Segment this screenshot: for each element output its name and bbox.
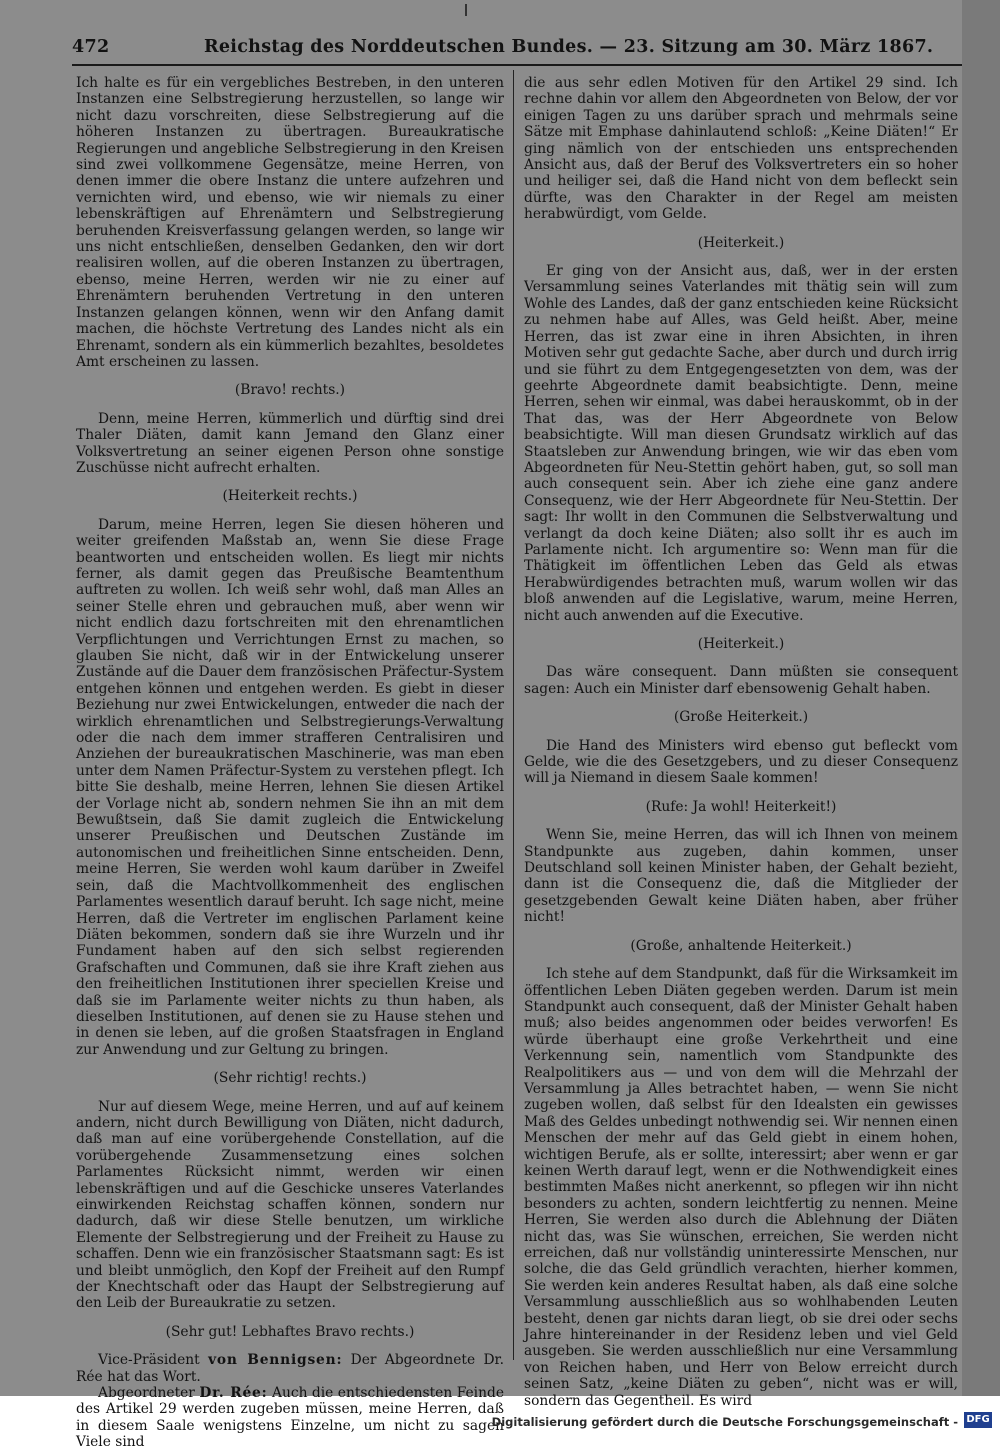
body-paragraph: Wenn Sie, meine Herren, das will ich Ihnen von meinem Standpunkte aus zugeben, dahin kommen, unser Deutschland soll keinen Minister haben, der Gehalt bezieht, dann ist die Consequenz die, daß die Mitglieder der gesetzgebenden Gewalt keine Diäten haben, aber früher nicht!: [524, 827, 958, 926]
speech-text: Der Abgeordnete Dr. Rée hat das Wort.: [76, 1352, 505, 1385]
scan-edge-shadow: [962, 0, 1000, 1396]
reaction-note: (Bravo! rechts.): [234, 382, 346, 399]
page-header: [72, 37, 980, 63]
reaction-note: (Rufe: Ja wohl! Heiterkeit!): [645, 798, 837, 815]
reaction-note: (Große, anhaltende Heiterkeit.): [630, 937, 852, 954]
dfg-logo: DFG: [964, 1412, 992, 1428]
speaker-title: Abgeordneter: [98, 1385, 200, 1402]
right-column: [524, 75, 958, 1409]
running-head: Reichstag des Norddeutschen Bundes. — 23. Sitzung am 30. März 1867.: [204, 37, 934, 57]
speech-text: Auch die entschiedensten Feinde des Artikel 29 werden zugeben müssen, meine Herren, daß in diesem Saale wenigstens Einzelne, um nicht zu sagen Viele sind: [76, 1385, 504, 1451]
header-rule: [72, 64, 978, 66]
body-paragraph: Darum, meine Herren, legen Sie diesen höheren und weiter greifenden Maßstab an, wenn Sie diese Frage beantworten und entscheiden wollen. Es liegt mir nichts ferner, als damit gegen das Preußische Beamtenthum auftreten zu wollen. Ich weiß sehr wohl, daß man Alles an seiner Stelle ehren und gebrauchen muß, aber wenn wir nicht endlich dazu fortschreiten mit den ehrenamtlichen Verpflichtungen und Verrichtungen Ernst zu machen, so glauben Sie nicht, daß wir in der Entwickelung unserer Zustände auf die Dauer dem französischen Präfectur-System entgehen können und entgehen werden. Es giebt in dieser Beziehung nur zwei Entwickelungen, entweder die nach der wirklich ehrenamtlichen und Selbstregierungs-Verwaltung oder die nach dem immer strafferen Centralisiren und Anziehen der bureaukratischen Maschinerie, was man eben unter dem Namen Präfectur-System zu verstehen pflegt. Ich bitte Sie deshalb, meine Herren, lehnen Sie diesen Artikel der Vorlage nicht ab, sondern nehmen Sie ihn an mit dem Bewußtsein, daß Sie damit zugleich die Entwickelung unserer Preußischen und Deutschen Zustände im autonomischen und freiheitlichen Sinne entscheiden. Denn, meine Herren, Sie werden wohl kaum darüber in Zweifel sein, daß die Machtvollkommenheit des englischen Parlamentes wesentlich darauf beruht. Ich sage nicht, meine Herren, daß die Vertreter im englischen Parlament keine Diäten bekommen, sondern daß sie ihre Wurzeln und ihr Fundament haben auf den sich selbst regierenden Grafschaften und Communen, daß sie ihre Kraft ziehen aus den freiheitlichen Institutionen ihrer speciellen Kreise und daß sie im Parlamente weiter nichts zu thun haben, als dieselben Institutionen, auf denen sie zu Hause stehen und in denen sie leben, auf die großen Staatsfragen in England zur Anwendung und zur Geltung zu bringen.: [76, 516, 504, 1058]
speaker-name: von Bennigsen:: [208, 1352, 343, 1369]
left-column: [76, 75, 504, 1451]
body-paragraph: Die Hand des Ministers wird ebenso gut befleckt vom Gelde, wie die des Gesetzgebers, und zu dieser Consequenz will ja Niemand in diesem Saale kommen!: [524, 737, 958, 787]
body-paragraph: Ich stehe auf dem Standpunkt, daß für die Wirksamkeit im öffentlichen Leben Diäten gegeben werden. Darum ist mein Standpunkt auch consequent, daß der Minister Gehalt haben muß; also beides angenommen oder beides verworfen! Es würde überhaupt eine große Verkehrtheit und eine Verkennung sein, namentlich vom Standpunkte des Realpolitikers aus — und von dem will die Mehrzahl der Versammlung ja Alles betrachtet haben, — wenn Sie nicht zugeben wollen, daß selbst für den Idealsten ein gewisses Maß des Geldes unbedingt nothwendig sei. Wir nennen einen Menschen der mehr auf das Geld giebt in einem hohen, wichtigen Berufe, als er sollte, interessirt; aber wenn er gar keinen Werth darauf legt, wenn er die Nothwendigkeit eines bestimmten Maßes nicht anerkennt, so pflegen wir ihn nicht besonders zu achten, sondern leichtfertig zu nennen. Meine Herren, Sie werden also durch die Ablehnung der Diäten nicht das, was Sie wünschen, erreichen, Sie werden nicht erreichen, daß nur vollständig uninteressirte Menschen, nur solche, die das Geld gründlich verachten, hierher kommen, Sie werden kein anderes Resultat haben, als daß eine solche Versammlung ausschließlich aus so wohlhabenden Leuten besteht, denen gar nichts daran liegt, ob sie drei oder sechs Jahre hintereinander in der Residenz leben und viel Geld ausgeben. Sie werden ausschließlich nur eine Versammlung von Reichen haben, und Herr von Below erreicht durch seinen Satz, „keine Diäten zu geben“, nicht was er will, sondern das Gegentheil. Es wird: [524, 966, 958, 1409]
page-number: 472: [72, 37, 110, 57]
digitization-credit: Digitalisierung gefördert durch die Deutsche Forschungsgemeinschaft -: [491, 1415, 958, 1429]
margin-mark: [465, 4, 467, 16]
reaction-note: (Sehr richtig! rechts.): [213, 1070, 367, 1087]
column-divider: [513, 70, 514, 1360]
body-paragraph: Das wäre consequent. Dann müßten sie consequent sagen: Auch ein Minister darf ebensowenig Gehalt haben.: [524, 664, 958, 697]
body-paragraph: Er ging von der Ansicht aus, daß, wer in der ersten Versammlung seines Vaterlandes mit thätig sein will zum Wohle des Landes, daß der ganz entschieden keine Rücksicht zu nehmen habe auf Alles, was Geld heißt. Aber, meine Herren, das ist zwar eine in ihren Absichten, in ihren Motiven sehr gut gedachte Sache, aber durch und durch irrig und sie führt zu dem Entgegengesetzten von dem, was der geehrte Abgeordnete damit beabsichtigte. Denn, meine Herren, sehen wir einmal, was dabei herauskommt, ob in der That das, was der Herr Abgeordnete von Below beabsichtigte. Will man diesen Grundsatz wirklich auf das Staatsleben zur Anwendung bringen, wie wir das eben vom Abgeordneten für Neu-Stettin gehört haben, gut, so soll man auch consequent sein. Aber ich ziehe eine ganz andere Consequenz, wie der Herr Abgeordnete für Neu-Stettin. Der sagt: Ihr wollt in den Communen die Selbstverwaltung und verlangt da doch keine Diäten; also sollt ihr es auch im Parlamente nicht. Ich argumentire so: Wenn man für die Thätigkeit im öffentlichen Leben das Geld als etwas Herabwürdigendes betrachten muß, warum wollen wir das bloß anwenden auf die Legislative, warum, meine Herren, nicht auch anwenden auf die Executive.: [524, 263, 958, 624]
body-paragraph: Nur auf diesem Wege, meine Herren, und auf auf keinem andern, nicht durch Bewilligung von Diäten, nicht dadurch, daß man auf eine vorübergehende Constellation, auf die vorübergehende Zusammensetzung eines solchen Parlamentes Rücksicht nimmt, werden wir einen lebenskräftigen und auf die Geschicke unseres Vaterlandes einwirkenden Reichstag schaffen können, sondern nur dadurch, daß wir diese Stelle benutzen, um wirkliche Elemente der Selbstregierung und der Freiheit zu Hause zu schaffen. Denn wie ein französischer Staatsmann sagt: Es ist und bleibt unmöglich, den Kopf der Freiheit auf den Rumpf der Knechtschaft oder das Haupt der Selbstregierung auf den Leib der Bureaukratie zu setzen.: [76, 1098, 504, 1312]
speech-paragraph: [76, 1352, 504, 1385]
speech-paragraph: [76, 1385, 504, 1451]
body-paragraph: Denn, meine Herren, kümmerlich und dürftig sind drei Thaler Diäten, damit kann Jemand den Glanz einer Volksvertretung an seiner eigenen Person ohne sonstige Zuschüsse nicht aufrecht erhalten.: [76, 410, 504, 476]
reaction-note: (Sehr gut! Lebhaftes Bravo rechts.): [165, 1323, 415, 1340]
reaction-note: (Große Heiterkeit.): [673, 709, 809, 726]
reaction-note: (Heiterkeit rechts.): [222, 488, 358, 505]
reaction-note: (Heiterkeit.): [697, 636, 785, 652]
speaker-name: Dr. Rée:: [199, 1385, 268, 1402]
body-paragraph: Ich halte es für ein vergebliches Bestreben, in den unteren Instanzen eine Selbstregierung herzustellen, so lange wir nicht dazu vorschreiten, diese Selbstregierung auf die höheren Instanzen zu übertragen. Bureaukratische Regierungen und angebliche Selbstregierung in den Kreisen sind zwei vollkommene Gegensätze, meine Herren, von denen immer die obere Instanz die untere aufzehren und vernichten wird, und ebenso, wie wir niemals zu einer lebenskräftigen auf Ehrenämtern und Selbstregierung beruhenden Kreisverfassung gelangen werden, so lange wir uns nicht entschließen, denselben Gedanken, den wir dort realisiren wollen, auf die oberen Instanzen zu übertragen, ebenso, meine Herren, werden wir nie zu einer auf Ehrenämtern beruhenden Vertretung in den unteren Instanzen gelangen können, wenn wir den Anfang damit machen, die höchste Vertretung des Landes nicht als ein Ehrenamt, sondern als ein kümmerlich bezahltes, besoldetes Amt erscheinen zu lassen.: [76, 75, 504, 370]
reaction-note: (Heiterkeit.): [697, 234, 785, 251]
body-paragraph: die aus sehr edlen Motiven für den Artikel 29 sind. Ich rechne dahin vor allem den Abgeordneten von Below, der vor einigen Tagen zu uns darüber sprach und mehrmals seine Sätze mit Emphase dahinlautend schloß: „Keine Diäten!“ Er ging nämlich von der entschieden uns entsprechenden Ansicht aus, daß der Beruf des Volksvertreters ein so hoher und heiliger sei, daß die Hand nicht von dem befleckt sein dürfte, was den Charakter in der Regel am meisten herabwürdigt, vom Gelde.: [524, 75, 958, 223]
speaker-title: Vice-Präsident: [98, 1352, 209, 1369]
